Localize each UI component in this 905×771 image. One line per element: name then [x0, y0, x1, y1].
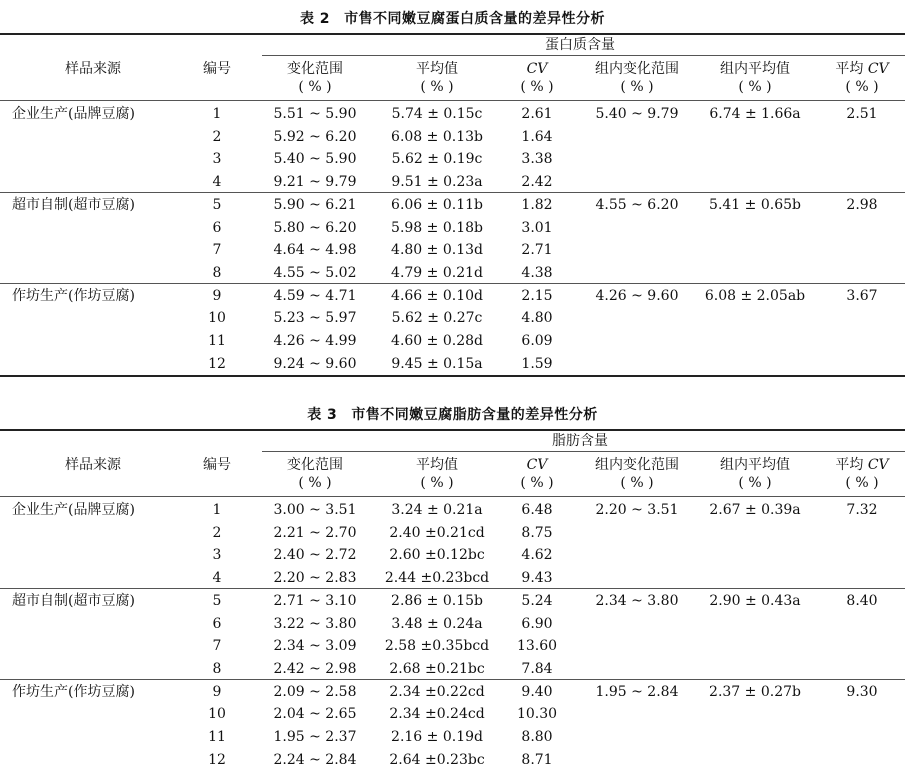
- table-row-cv: 8.80: [521, 729, 553, 745]
- col-header-id: 编号: [203, 457, 231, 473]
- table-row-id: 7: [212, 242, 222, 259]
- table-row-mean: 4.60 ± 0.28d: [391, 333, 483, 349]
- col-header-mean-unit: ( % ): [420, 79, 454, 95]
- col-header-range: [287, 456, 343, 492]
- table-row-id: 9: [212, 683, 222, 700]
- table-row-mean: 2.44 ±0.23bcd: [384, 570, 490, 587]
- table-row-cv: 5.24: [521, 592, 553, 609]
- group-source: 企业生产(品牌豆腐): [12, 106, 135, 122]
- col-header-cv-unit: ( % ): [520, 475, 554, 491]
- col-header-mean: [416, 60, 458, 96]
- group-range: 4.55 ~ 6.20: [595, 196, 679, 213]
- group-avg-cv: 2.51: [846, 106, 878, 122]
- table-row-cv: 4.80: [521, 310, 553, 327]
- table-row-cv: 6.09: [521, 333, 553, 349]
- group-mean: 2.37 ± 0.27b: [709, 683, 801, 700]
- group-avg-cv: 7.32: [846, 502, 878, 518]
- table-row-range: 2.24 ~ 2.84: [273, 751, 357, 768]
- header-bottom-rule: [0, 100, 905, 101]
- table-row-id: 3: [212, 547, 222, 564]
- table-top-rule: [0, 429, 905, 431]
- col-header-avg-cv: [835, 60, 888, 96]
- col-header-group-mean-label: 组内平均值: [720, 457, 790, 473]
- group-header: 脂肪含量: [552, 433, 608, 449]
- table-row-range: 2.21 ~ 2.70: [273, 524, 357, 541]
- group-separator-rule: [0, 588, 905, 589]
- group-mean: 5.41 ± 0.65b: [709, 196, 801, 213]
- group-source: 超市自制(超市豆腐): [12, 196, 135, 213]
- table-row-cv: 1.59: [521, 355, 553, 372]
- table-row-range: 2.34 ~ 3.09: [273, 638, 357, 655]
- table-row-cv: 8.75: [521, 524, 553, 541]
- group-mean: 2.67 ± 0.39a: [709, 502, 801, 518]
- col-header-range: [287, 60, 343, 96]
- table-row-mean: 9.45 ± 0.15a: [391, 355, 483, 372]
- table-row-id: 5: [212, 592, 222, 609]
- avg-prefix: 平均: [835, 61, 864, 77]
- col-header-range-label: 变化范围: [287, 457, 343, 473]
- group-avg-cv: 2.98: [846, 196, 878, 213]
- table-row-range: 4.59 ~ 4.71: [273, 287, 357, 304]
- table-row-range: 9.21 ~ 9.79: [273, 174, 357, 191]
- table-row-range: 5.80 ~ 6.20: [273, 219, 357, 236]
- col-header-mean-unit: ( % ): [420, 475, 454, 491]
- table-row-id: 8: [212, 264, 222, 281]
- group-avg-cv: 3.67: [846, 287, 878, 304]
- table-row-cv: 7.84: [521, 660, 553, 677]
- col-header-mean: [416, 456, 458, 492]
- table-row-mean: 2.68 ±0.21bc: [389, 660, 485, 677]
- table-bottom-rule: [0, 375, 905, 377]
- table-number: 表 2: [299, 11, 331, 27]
- table-row-id: 7: [212, 638, 222, 655]
- table-row-range: 1.95 ~ 2.37: [273, 729, 357, 745]
- col-header-group-mean: [720, 456, 790, 492]
- table-row-id: 3: [212, 151, 222, 168]
- table-row-mean: 4.79 ± 0.21d: [391, 264, 483, 281]
- table-row-range: 2.04 ~ 2.65: [273, 706, 357, 723]
- table-row-id: 6: [212, 615, 222, 632]
- table-row-mean: 2.86 ± 0.15b: [391, 592, 483, 609]
- table-caption: [0, 404, 905, 424]
- group-range: 1.95 ~ 2.84: [595, 683, 679, 700]
- table-row-id: 11: [208, 729, 226, 745]
- group-avg-cv: 8.40: [846, 592, 878, 609]
- table-row-cv: 1.64: [521, 128, 553, 145]
- table-row-range: 5.92 ~ 6.20: [273, 128, 357, 145]
- table-row-mean: 9.51 ± 0.23a: [391, 174, 483, 191]
- col-header-source: 样品来源: [65, 61, 121, 77]
- table-row-range: 4.26 ~ 4.99: [273, 333, 357, 349]
- table-row-range: 3.00 ~ 3.51: [273, 502, 357, 518]
- group-mean: 6.74 ± 1.66a: [709, 106, 801, 122]
- table-row-range: 5.51 ~ 5.90: [273, 106, 357, 122]
- table-row-cv: 10.30: [516, 706, 558, 723]
- table-row-range: 2.20 ~ 2.83: [273, 570, 357, 587]
- table-row-cv: 3.38: [521, 151, 553, 168]
- table-top-rule: [0, 33, 905, 35]
- table-row-mean: 5.62 ± 0.27c: [391, 310, 483, 327]
- table-row-id: 1: [212, 106, 222, 122]
- table-row-mean: 5.74 ± 0.15c: [391, 106, 483, 122]
- table-row-id: 6: [212, 219, 222, 236]
- table-row-cv: 1.82: [521, 196, 553, 213]
- table-row-range: 3.22 ~ 3.80: [273, 615, 357, 632]
- table-row-cv: 8.71: [521, 751, 553, 768]
- table-row-id: 12: [208, 751, 226, 768]
- table-row-mean: 5.98 ± 0.18b: [391, 219, 483, 236]
- group-separator-rule: [0, 679, 905, 680]
- col-header-mean-label: 平均值: [416, 61, 458, 77]
- table-row-id: 8: [212, 660, 222, 677]
- col-header-avg-cv-label: [835, 61, 888, 77]
- table-row-id: 4: [212, 570, 222, 587]
- table-row-id: 1: [212, 502, 222, 518]
- table-row-cv: 2.61: [521, 106, 553, 122]
- group-avg-cv: 9.30: [846, 683, 878, 700]
- table-row-range: 2.71 ~ 3.10: [273, 592, 357, 609]
- group-header-rule: [262, 55, 905, 56]
- table-row-mean: 2.34 ±0.24cd: [389, 706, 485, 723]
- col-header-group-range-label: 组内变化范围: [595, 457, 679, 473]
- table-row-range: 5.23 ~ 5.97: [273, 310, 357, 327]
- table-title: 市售不同嫩豆腐蛋白质含量的差异性分析: [344, 11, 606, 27]
- col-header-avg-cv-label: [835, 457, 888, 473]
- table-row-mean: 3.24 ± 0.21a: [391, 502, 483, 518]
- group-range: 2.34 ~ 3.80: [595, 592, 679, 609]
- col-header-source: 样品来源: [65, 457, 121, 473]
- table-row-mean: 2.16 ± 0.19d: [391, 729, 483, 745]
- group-header-rule: [262, 451, 905, 452]
- avg-cv-suffix: CV: [867, 457, 889, 473]
- table-row-id: 10: [208, 310, 226, 327]
- table-row-mean: 2.60 ±0.12bc: [389, 547, 485, 564]
- group-range: 4.26 ~ 9.60: [595, 287, 679, 304]
- table-row-range: 4.55 ~ 5.02: [273, 264, 357, 281]
- group-header: 蛋白质含量: [545, 37, 615, 53]
- table-row-range: 5.40 ~ 5.90: [273, 151, 357, 168]
- table-row-id: 9: [212, 287, 222, 304]
- col-header-group-mean: [720, 60, 790, 96]
- table-row-range: 9.24 ~ 9.60: [273, 355, 357, 372]
- table-row-mean: 6.06 ± 0.11b: [391, 196, 483, 213]
- table-row-cv: 9.40: [521, 683, 553, 700]
- col-header-avg-cv: [835, 456, 888, 492]
- table-row-cv: 3.01: [521, 219, 553, 236]
- col-header-mean-label: 平均值: [416, 457, 458, 473]
- table-row-id: 4: [212, 174, 222, 191]
- table-row-id: 2: [212, 128, 222, 145]
- group-separator-rule: [0, 192, 905, 193]
- col-header-range-unit: ( % ): [298, 475, 332, 491]
- table-row-cv: 6.48: [521, 502, 553, 518]
- group-mean: 2.90 ± 0.43a: [709, 592, 801, 609]
- table-row-cv: 9.43: [521, 570, 553, 587]
- col-header-group-mean-unit: ( % ): [738, 475, 772, 491]
- col-header-group-range-unit: ( % ): [620, 475, 654, 491]
- col-header-cv-label: CV: [526, 457, 548, 473]
- col-header-group-mean-label: 组内平均值: [720, 61, 790, 77]
- table-row-mean: 2.58 ±0.35bcd: [384, 638, 490, 655]
- group-source: 企业生产(品牌豆腐): [12, 502, 135, 518]
- table-row-cv: 4.62: [521, 547, 553, 564]
- group-source: 作坊生产(作坊豆腐): [12, 683, 135, 700]
- col-header-cv: [520, 456, 553, 492]
- col-header-cv-unit: ( % ): [520, 79, 554, 95]
- group-separator-rule: [0, 283, 905, 284]
- table-row-mean: 5.62 ± 0.19c: [391, 151, 483, 168]
- col-header-group-range: [595, 60, 679, 96]
- table-row-mean: 4.66 ± 0.10d: [391, 287, 483, 304]
- group-range: 2.20 ~ 3.51: [595, 502, 679, 518]
- table-row-cv: 4.38: [521, 264, 553, 281]
- col-header-group-mean-unit: ( % ): [738, 79, 772, 95]
- header-bottom-rule: [0, 496, 905, 497]
- table-row-mean: 2.34 ±0.22cd: [389, 683, 485, 700]
- table-row-range: 5.90 ~ 6.21: [273, 196, 357, 213]
- col-header-group-range-label: 组内变化范围: [595, 61, 679, 77]
- col-header-cv: [520, 60, 553, 96]
- table-row-mean: 4.80 ± 0.13d: [391, 242, 483, 259]
- avg-cv-suffix: CV: [867, 61, 889, 77]
- col-header-id: 编号: [203, 61, 231, 77]
- table-row-mean: 2.64 ±0.23bc: [389, 751, 485, 768]
- table-row-cv: 2.71: [521, 242, 553, 259]
- table-row-id: 5: [212, 196, 222, 213]
- table-row-cv: 2.15: [521, 287, 553, 304]
- col-header-avg-cv-unit: ( % ): [845, 475, 879, 491]
- table-row-cv: 13.60: [516, 638, 558, 655]
- col-header-range-label: 变化范围: [287, 61, 343, 77]
- col-header-group-range: [595, 456, 679, 492]
- table-row-range: 2.42 ~ 2.98: [273, 660, 357, 677]
- table-row-range: 2.09 ~ 2.58: [273, 683, 357, 700]
- col-header-cv-label: CV: [526, 61, 548, 77]
- avg-prefix: 平均: [835, 457, 864, 473]
- table-caption: [0, 8, 905, 28]
- table-row-id: 2: [212, 524, 222, 541]
- table-row-range: 2.40 ~ 2.72: [273, 547, 357, 564]
- table-row-id: 12: [208, 355, 226, 372]
- table-number: 表 3: [307, 407, 338, 423]
- group-mean: 6.08 ± 2.05ab: [704, 287, 806, 304]
- table-row-id: 10: [208, 706, 226, 723]
- col-header-group-range-unit: ( % ): [620, 79, 654, 95]
- table-row-range: 4.64 ~ 4.98: [273, 242, 357, 259]
- table-row-id: 11: [208, 333, 226, 349]
- table-row-mean: 6.08 ± 0.13b: [391, 128, 483, 145]
- table-row-mean: 2.40 ±0.21cd: [389, 524, 485, 541]
- table-title: 市售不同嫩豆腐脂肪含量的差异性分析: [351, 407, 598, 423]
- table-row-cv: 2.42: [521, 174, 553, 191]
- col-header-range-unit: ( % ): [298, 79, 332, 95]
- group-range: 5.40 ~ 9.79: [595, 106, 679, 122]
- table-row-mean: 3.48 ± 0.24a: [391, 615, 483, 632]
- group-source: 作坊生产(作坊豆腐): [12, 287, 135, 304]
- table-row-cv: 6.90: [521, 615, 553, 632]
- group-source: 超市自制(超市豆腐): [12, 592, 135, 609]
- col-header-avg-cv-unit: ( % ): [845, 79, 879, 95]
